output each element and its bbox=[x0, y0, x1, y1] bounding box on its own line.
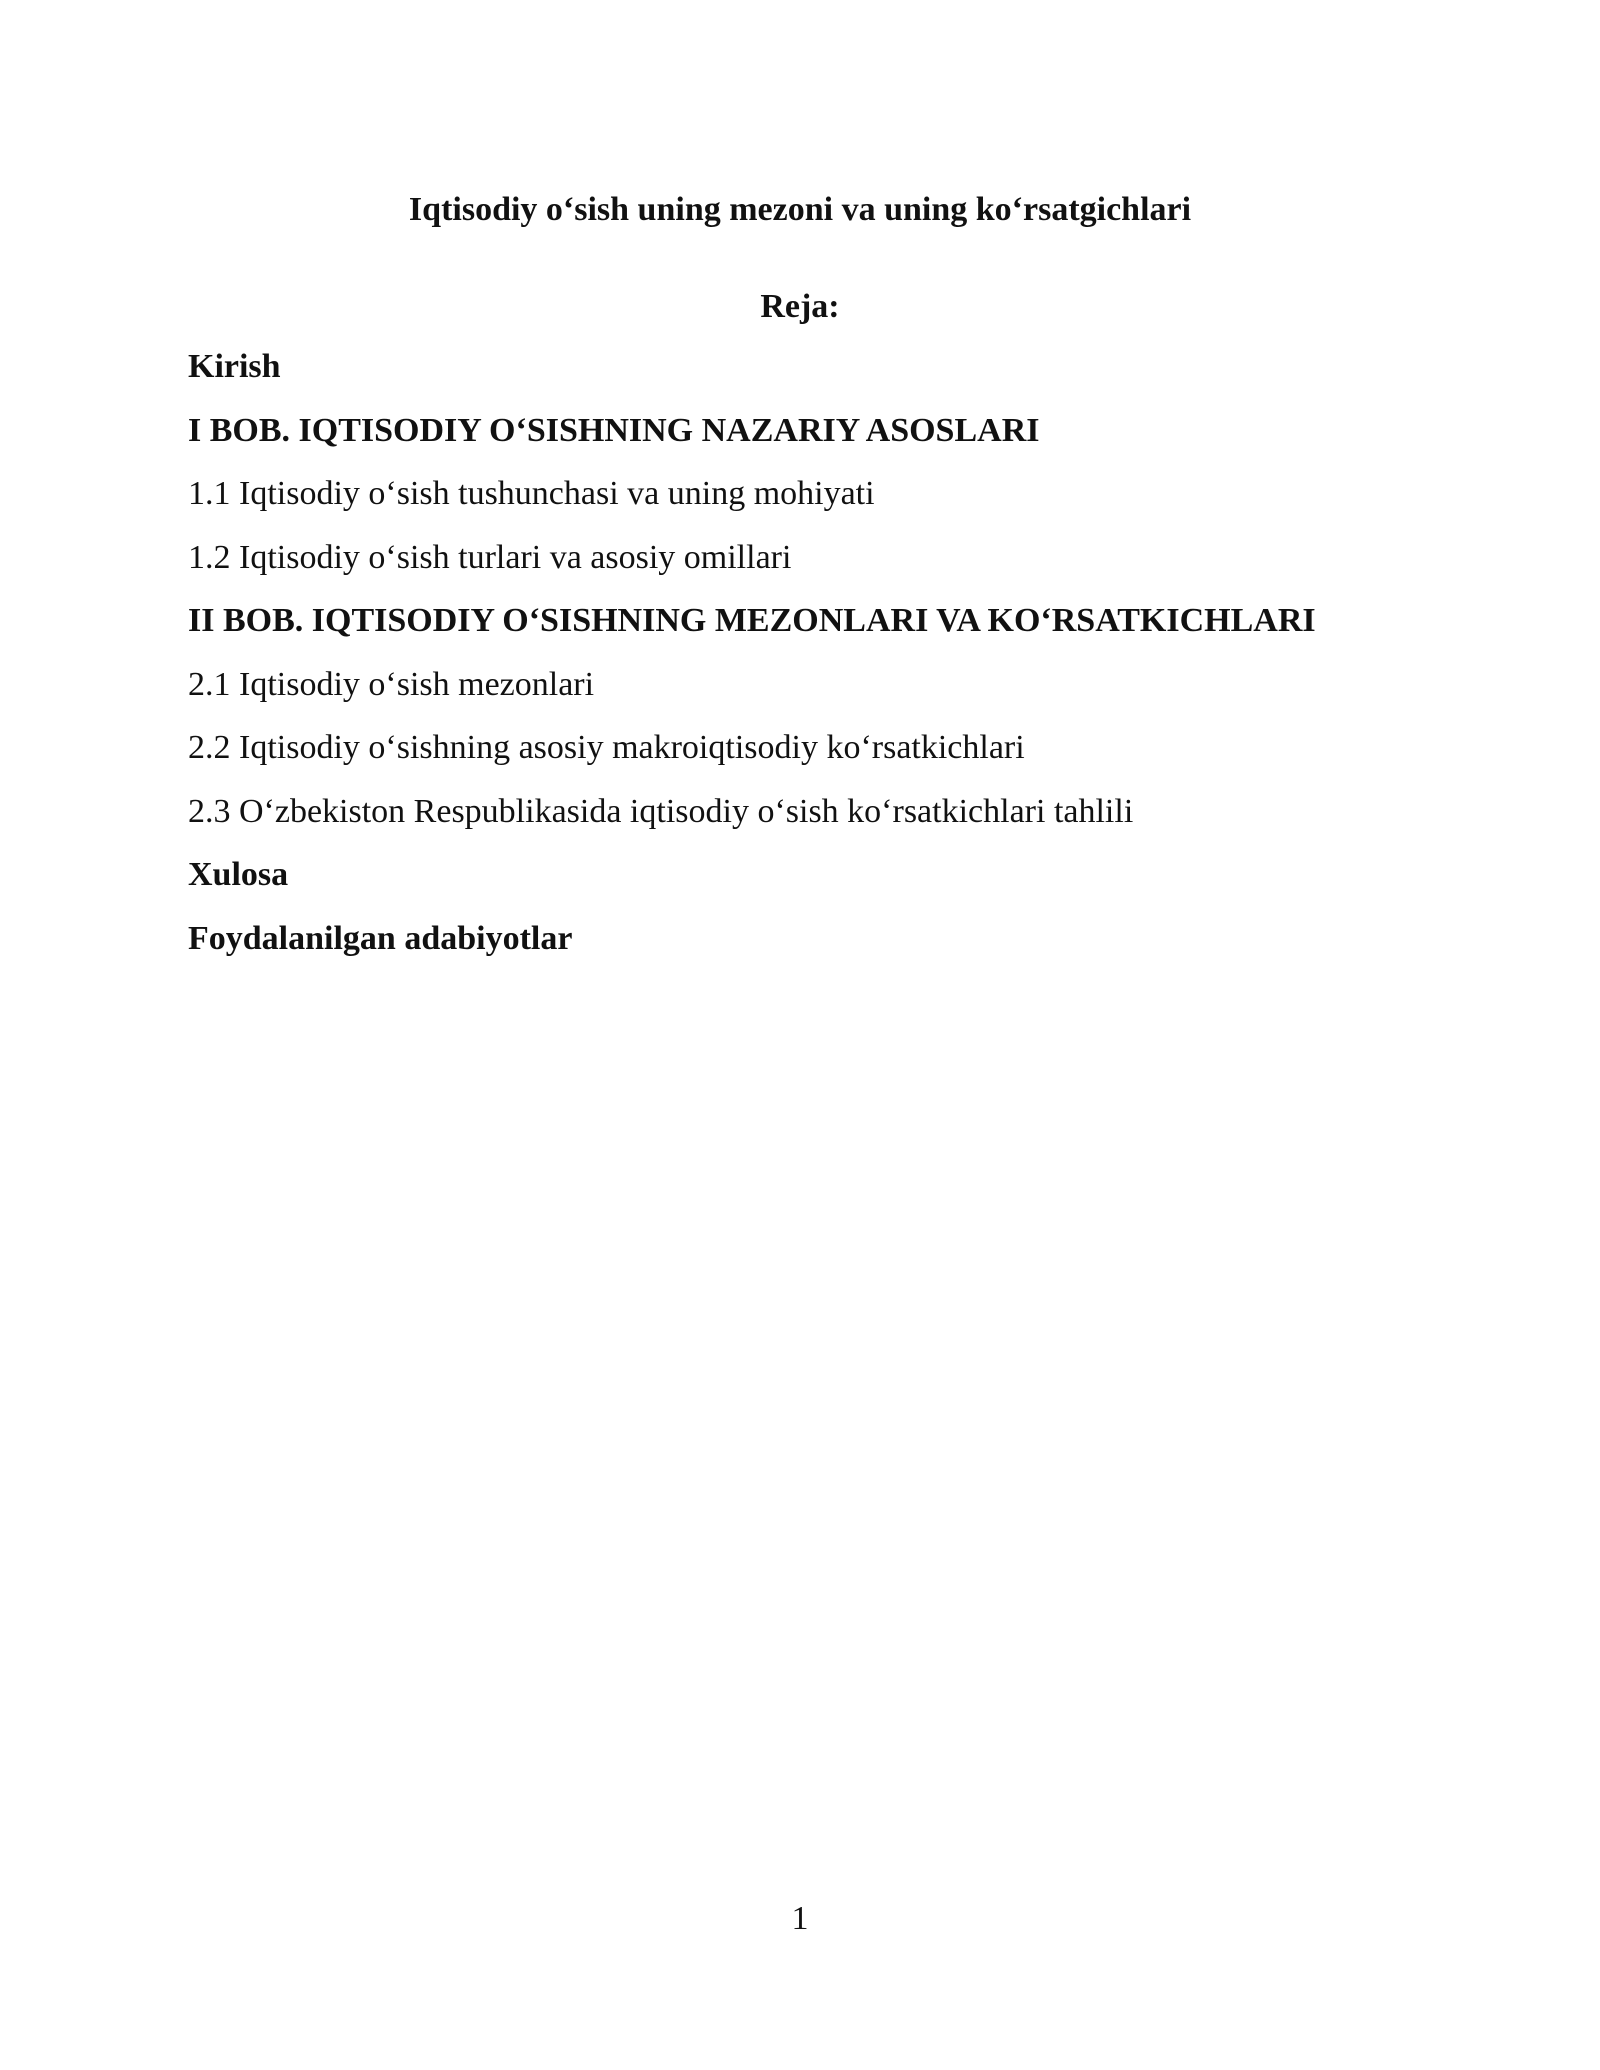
toc-item-section-2-3: 2.3 O‘zbekiston Respublikasida iqtisodiy o‘sish ko‘rsatkichlari tahlili bbox=[188, 792, 1134, 830]
plan-heading: Reja: bbox=[760, 288, 840, 325]
toc-item-conclusion: Xulosa bbox=[188, 856, 289, 893]
toc-item-references: Foydalanilgan adabiyotlar bbox=[188, 919, 573, 957]
toc-item-section-2-1: 2.1 Iqtisodiy o‘sish mezonlari bbox=[188, 665, 595, 703]
page-number: 1 bbox=[791, 1900, 809, 1937]
toc-item-introduction: Kirish bbox=[188, 348, 281, 385]
toc-item-section-1-1: 1.1 Iqtisodiy o‘sish tushunchasi va uning mohiyati bbox=[188, 475, 875, 512]
table-of-contents bbox=[188, 345, 1448, 980]
toc-item-chapter-1: I BOB. IQTISODIY O‘SISHNING NAZARIY ASOSLARI bbox=[188, 411, 1040, 449]
document-title: Iqtisodiy o‘sish uning mezoni va uning ko‘rsatgichlari bbox=[408, 191, 1192, 228]
toc-item-section-2-2: 2.2 Iqtisodiy o‘sishning asosiy makroiqtisodiy ko‘rsatkichlari bbox=[188, 729, 1025, 766]
toc-item-section-1-2: 1.2 Iqtisodiy o‘sish turlari va asosiy omillari bbox=[188, 538, 792, 576]
toc-item-chapter-2: II BOB. IQTISODIY O‘SISHNING MEZONLARI VA KO‘RSATKICHLARI bbox=[188, 602, 1316, 639]
